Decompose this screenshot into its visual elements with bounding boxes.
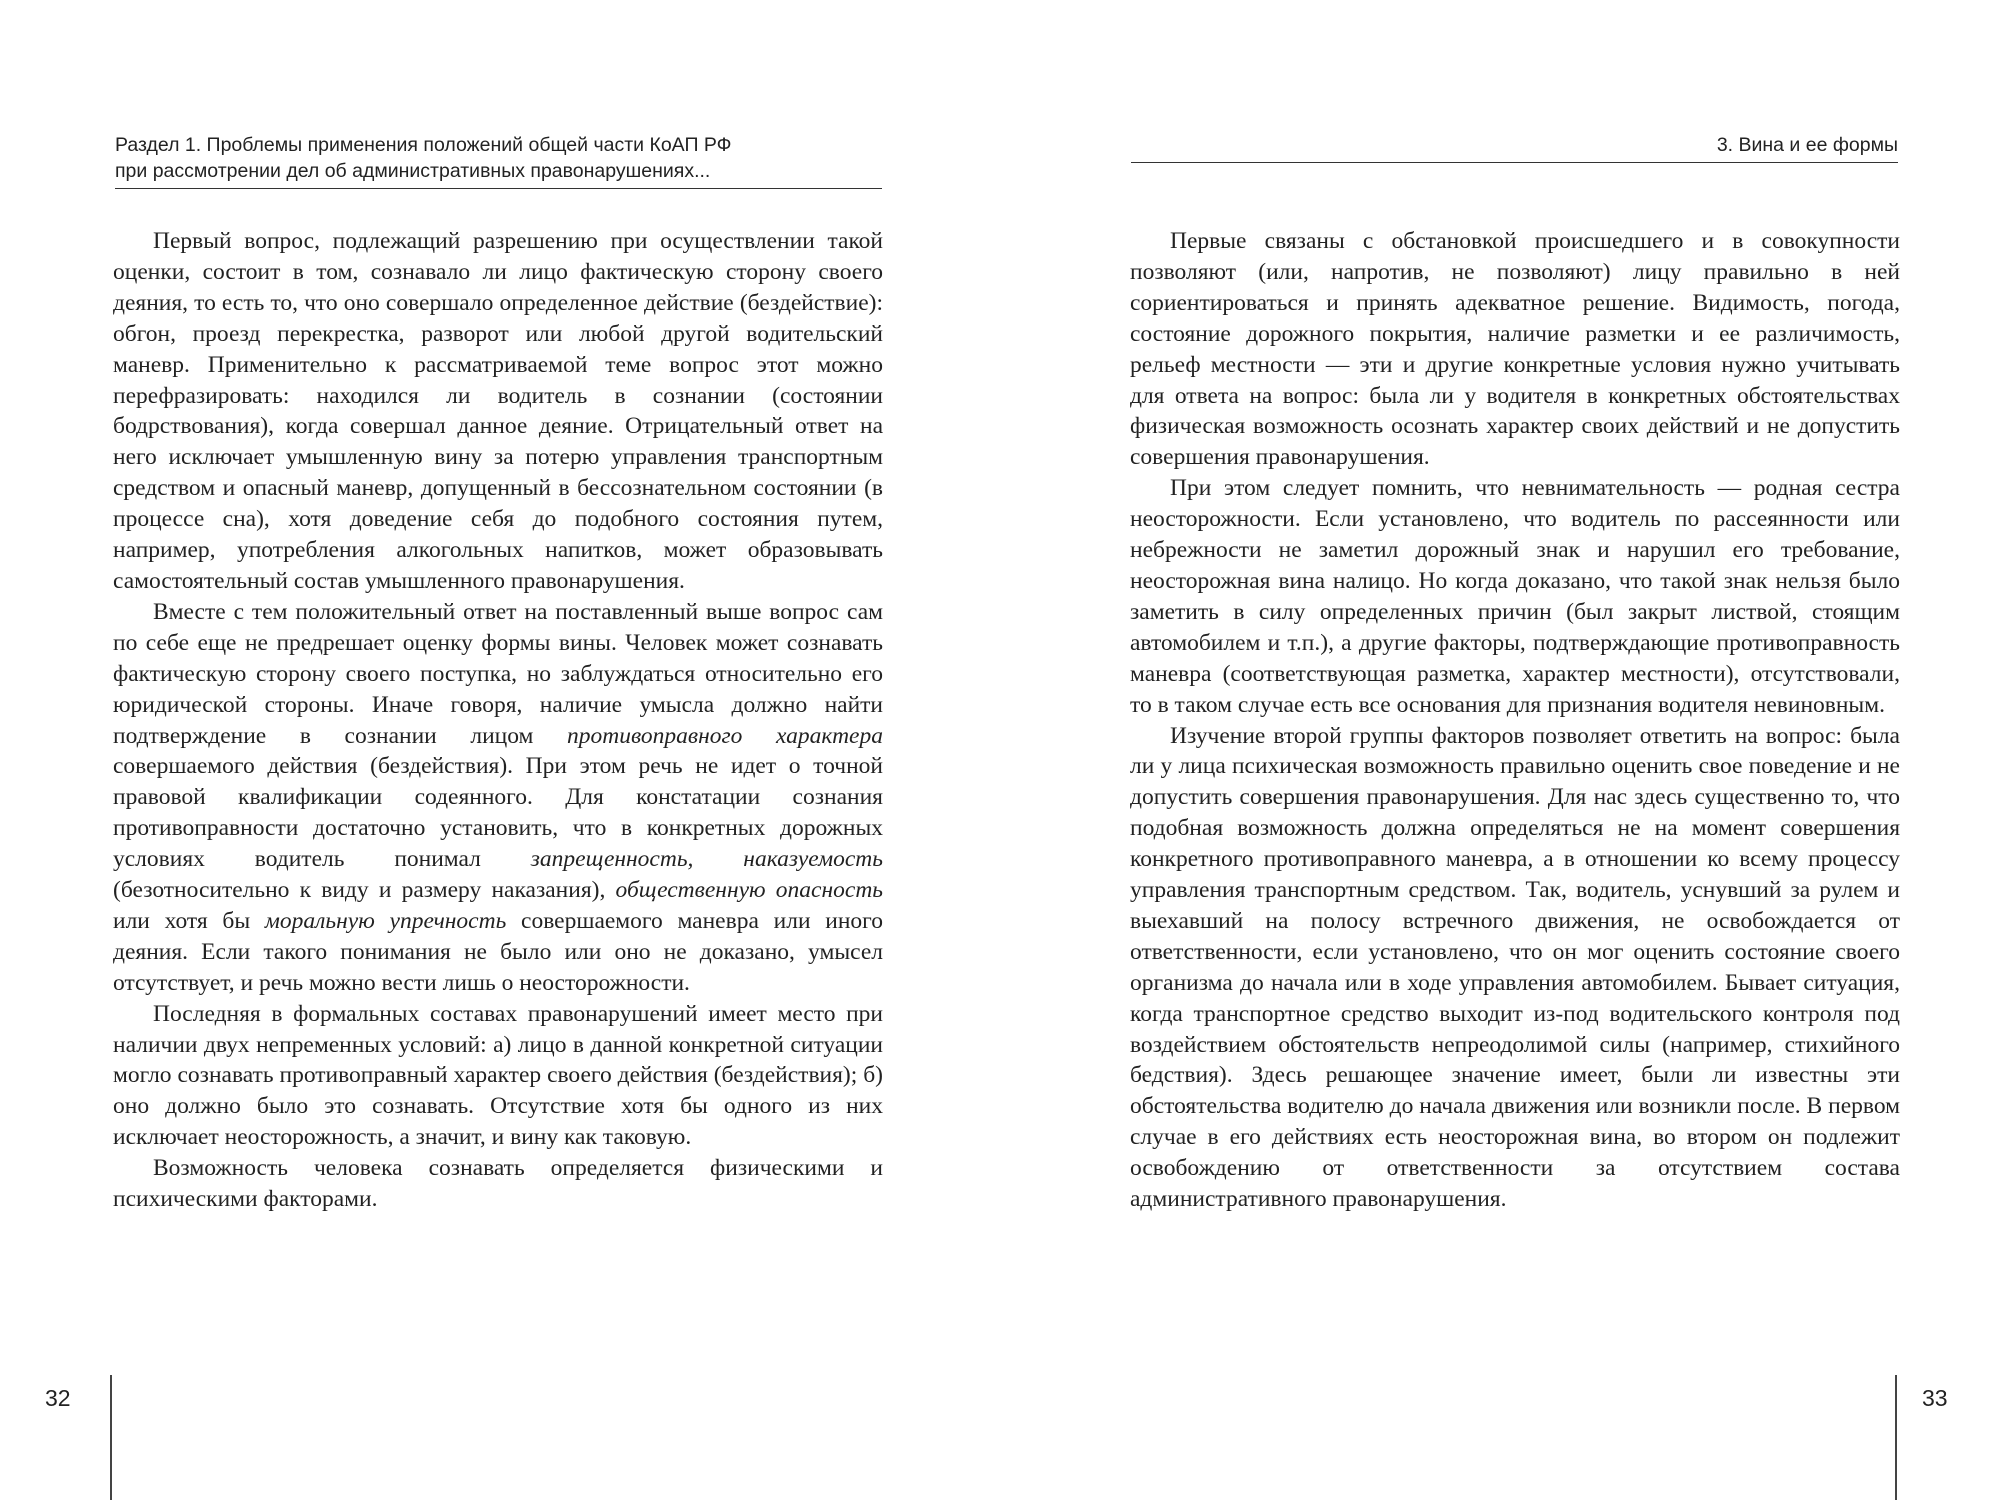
left-paragraph-3: Последняя в формальных составах правонарушений имеет место при наличии двух непременных условий: а) лицо в данной конкретной ситуации могло сознавать противоправный характер своего действия (бездействия); б) оно должно было это сознавать. Отсутствие хотя бы одного из них исключает неосторожность, а значит, и вину как таковую. bbox=[113, 1000, 883, 1151]
left-paragraph-2-text-1: Вместе с тем положительный ответ на поставленный выше вопрос сам по себе еще не предрешает оценку формы вины. Человек может сознавать фактическую сторону своего поступка, но заблуждаться относительно его юридической стороны. Иначе говоря, наличие умысла должно найти подтверждение в сознании лицом bbox=[113, 598, 883, 749]
left-paragraph-2-emphasis-1: противоправного характера bbox=[567, 722, 883, 749]
right-page-body bbox=[1130, 226, 1900, 1215]
right-margin-rule bbox=[1895, 1375, 1897, 1500]
left-paragraph-2-emphasis-4: моральную упречность bbox=[264, 907, 507, 934]
left-page-body bbox=[113, 226, 883, 1215]
running-head-right bbox=[1131, 132, 1898, 163]
running-head-right-text: 3. Вина и ее формы bbox=[1716, 134, 1898, 156]
left-margin-rule bbox=[110, 1375, 112, 1500]
right-paragraph-3: Изучение второй группы факторов позволяет ответить на вопрос: была ли у лица психическая возможность правильно оценить свое поведение и не допустить совершения правонарушения. Для нас здесь существенно то, что подобная возможность должна определяться не на момент совершения конкретного противоправного маневра, а в отношении ко всему процессу управления транспортным средством. Так, водитель, уснувший за рулем и выехавший на полосу встречного движения, не освобождается от ответственности, если установлено, что он мог оценить состояние своего организма до начала или в ходе управления автомобилем. Бывает ситуация, когда транспортное средство выходит из-под водительского контроля под воздействием обстоятельств непреодолимой силы (например, стихийного бедствия). Здесь решающее значение имеет, были ли известны эти обстоятельства водителю до начала движения или возникли после. В первом случае в его действиях есть неосторожная вина, во втором он подлежит освобождению от ответственности за отсутствием состава административного правонарушения. bbox=[1130, 722, 1900, 1213]
left-paragraph-2 bbox=[113, 597, 883, 999]
left-paragraph-2-emphasis-3: общественную опасность bbox=[615, 877, 883, 904]
left-paragraph-4: Возможность человека сознавать определяется физическими и психическими факторами. bbox=[113, 1155, 883, 1213]
left-paragraph-2-text-2: совершаемого действия (бездействия). При этом речь не идет о точной правовой квалификации содеянного. Для констатации сознания противоправности достаточно установить, что в конкретных дорожных условиях водитель понимал bbox=[113, 753, 883, 873]
right-paragraph-2: При этом следует помнить, что невнимательность — родная сестра неосторожности. Если установлено, что водитель по рассеянности или небрежности не заметил дорожный знак и нарушил его требование, неосторожная вина налицо. Но когда доказано, что такой знак нельзя было заметить в силу определенных причин (был закрыт листвой, стоящим автомобилем и т.п.), а другие факторы, подтверждающие противоправность маневра (соответствующая разметка, характер местности), отсутствовали, то в таком случае есть все основания для признания водителя невиновным. bbox=[1130, 475, 1900, 718]
running-head-left bbox=[115, 132, 882, 189]
left-paragraph-1: Первый вопрос, подлежащий разрешению при осуществлении такой оценки, состоит в том, сознавало ли лицо фактическую сторону своего деяния, то есть то, что оно совершало определенное действие (бездействие): обгон, проезд перекрестка, разворот или любой другой водительский маневр. Применительно к рассматриваемой теме вопрос этот можно перефразировать: находился ли водитель в сознании (состоянии бодрствования), когда совершал данное деяние. Отрицательный ответ на него исключает умышленную вину за потерю управления транспортным средством и опасный маневр, допущенный в бессознательном состоянии (в процессе сна), хотя доведение себя до подобного состояния путем, например, употребления алкогольных напитков, может образовывать самостоятельный состав умышленного правонарушения. bbox=[113, 228, 883, 594]
running-head-left-line2: при рассмотрении дел об административных правонарушениях... bbox=[115, 160, 711, 182]
right-paragraph-1: Первые связаны с обстановкой происшедшего и в совокупности позволяют (или, напротив, не позволяют) лицу правильно в ней сориентироваться и принять адекватное решение. Видимость, погода, состояние дорожного покрытия, наличие разметки и ее различимость, рельеф местности — эти и другие конкретные условия нужно учитывать для ответа на вопрос: была ли у водителя в конкретных обстоятельствах физическая возможность осознать характер своих действий и не допустить совершения правонарушения. bbox=[1130, 228, 1900, 471]
left-paragraph-2-emphasis-2: запрещенность, наказуемость bbox=[530, 846, 883, 873]
left-paragraph-2-text-5: совершаемого маневра или иного деяния. Если такого понимания не было или оно не доказано, умысел отсутствует, и речь можно вести лишь о неосторожности. bbox=[113, 907, 883, 996]
page-number-left: 32 bbox=[45, 1385, 71, 1411]
left-paragraph-2-text-4: или хотя бы bbox=[113, 907, 265, 934]
running-head-left-line1: Раздел 1. Проблемы применения положений общей части КоАП РФ bbox=[115, 134, 732, 156]
page-number-right: 33 bbox=[1922, 1385, 1948, 1411]
left-paragraph-2-text-3: (безотносительно к виду и размеру наказания), bbox=[113, 877, 616, 904]
